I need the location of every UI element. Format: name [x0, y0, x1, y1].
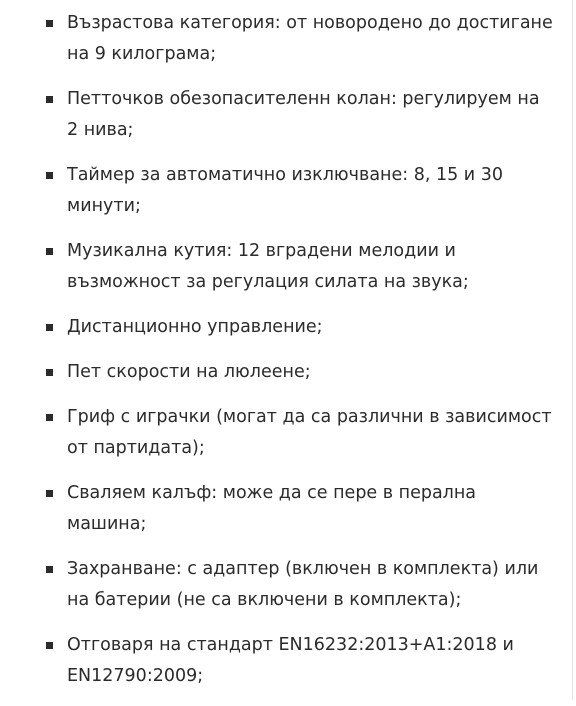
feature-item-toys — [0, 402, 576, 464]
feature-item-age — [0, 8, 576, 70]
square-bullet-icon — [46, 96, 53, 103]
feature-item-remote — [0, 312, 576, 343]
square-bullet-icon — [46, 172, 53, 179]
feature-text: Възрастова категория: от новородено до достигане на 9 килограма; — [67, 13, 553, 64]
square-bullet-icon — [46, 642, 53, 649]
feature-text: Петточков обезопасителенн колан: регулируем на 2 нива; — [67, 89, 540, 140]
square-bullet-icon — [46, 248, 53, 255]
feature-text: Таймер за автоматично изключване: 8, 15 и 30 минути; — [67, 165, 504, 216]
feature-text: Пет скорости на люлеене; — [67, 362, 311, 382]
square-bullet-icon — [46, 324, 53, 331]
feature-item-cover — [0, 478, 576, 540]
square-bullet-icon — [46, 566, 53, 573]
feature-item-timer — [0, 160, 576, 222]
feature-text: Дистанционно управление; — [67, 317, 323, 337]
feature-text: Гриф с играчки (могат да са различни в зависимост от партидата); — [67, 407, 552, 458]
feature-text: Музикална кутия: 12 вградени мелодии и възможност за регулация силата на звука; — [67, 241, 469, 292]
feature-list — [0, 8, 576, 706]
feature-text: Сваляем калъф: може да се пере в перална машина; — [67, 483, 477, 534]
square-bullet-icon — [46, 20, 53, 27]
square-bullet-icon — [46, 414, 53, 421]
feature-item-power — [0, 554, 576, 616]
square-bullet-icon — [46, 369, 53, 376]
feature-item-music — [0, 236, 576, 298]
square-bullet-icon — [46, 490, 53, 497]
feature-item-speeds — [0, 357, 576, 388]
feature-item-belt — [0, 84, 576, 146]
feature-text: Захранване: с адаптер (включен в комплекта) или на батерии (не са включени в комплекта); — [67, 559, 539, 610]
feature-text: Отговаря на стандарт EN16232:2013+A1:2018 и EN12790:2009; — [67, 635, 514, 686]
feature-item-standard — [0, 630, 576, 692]
